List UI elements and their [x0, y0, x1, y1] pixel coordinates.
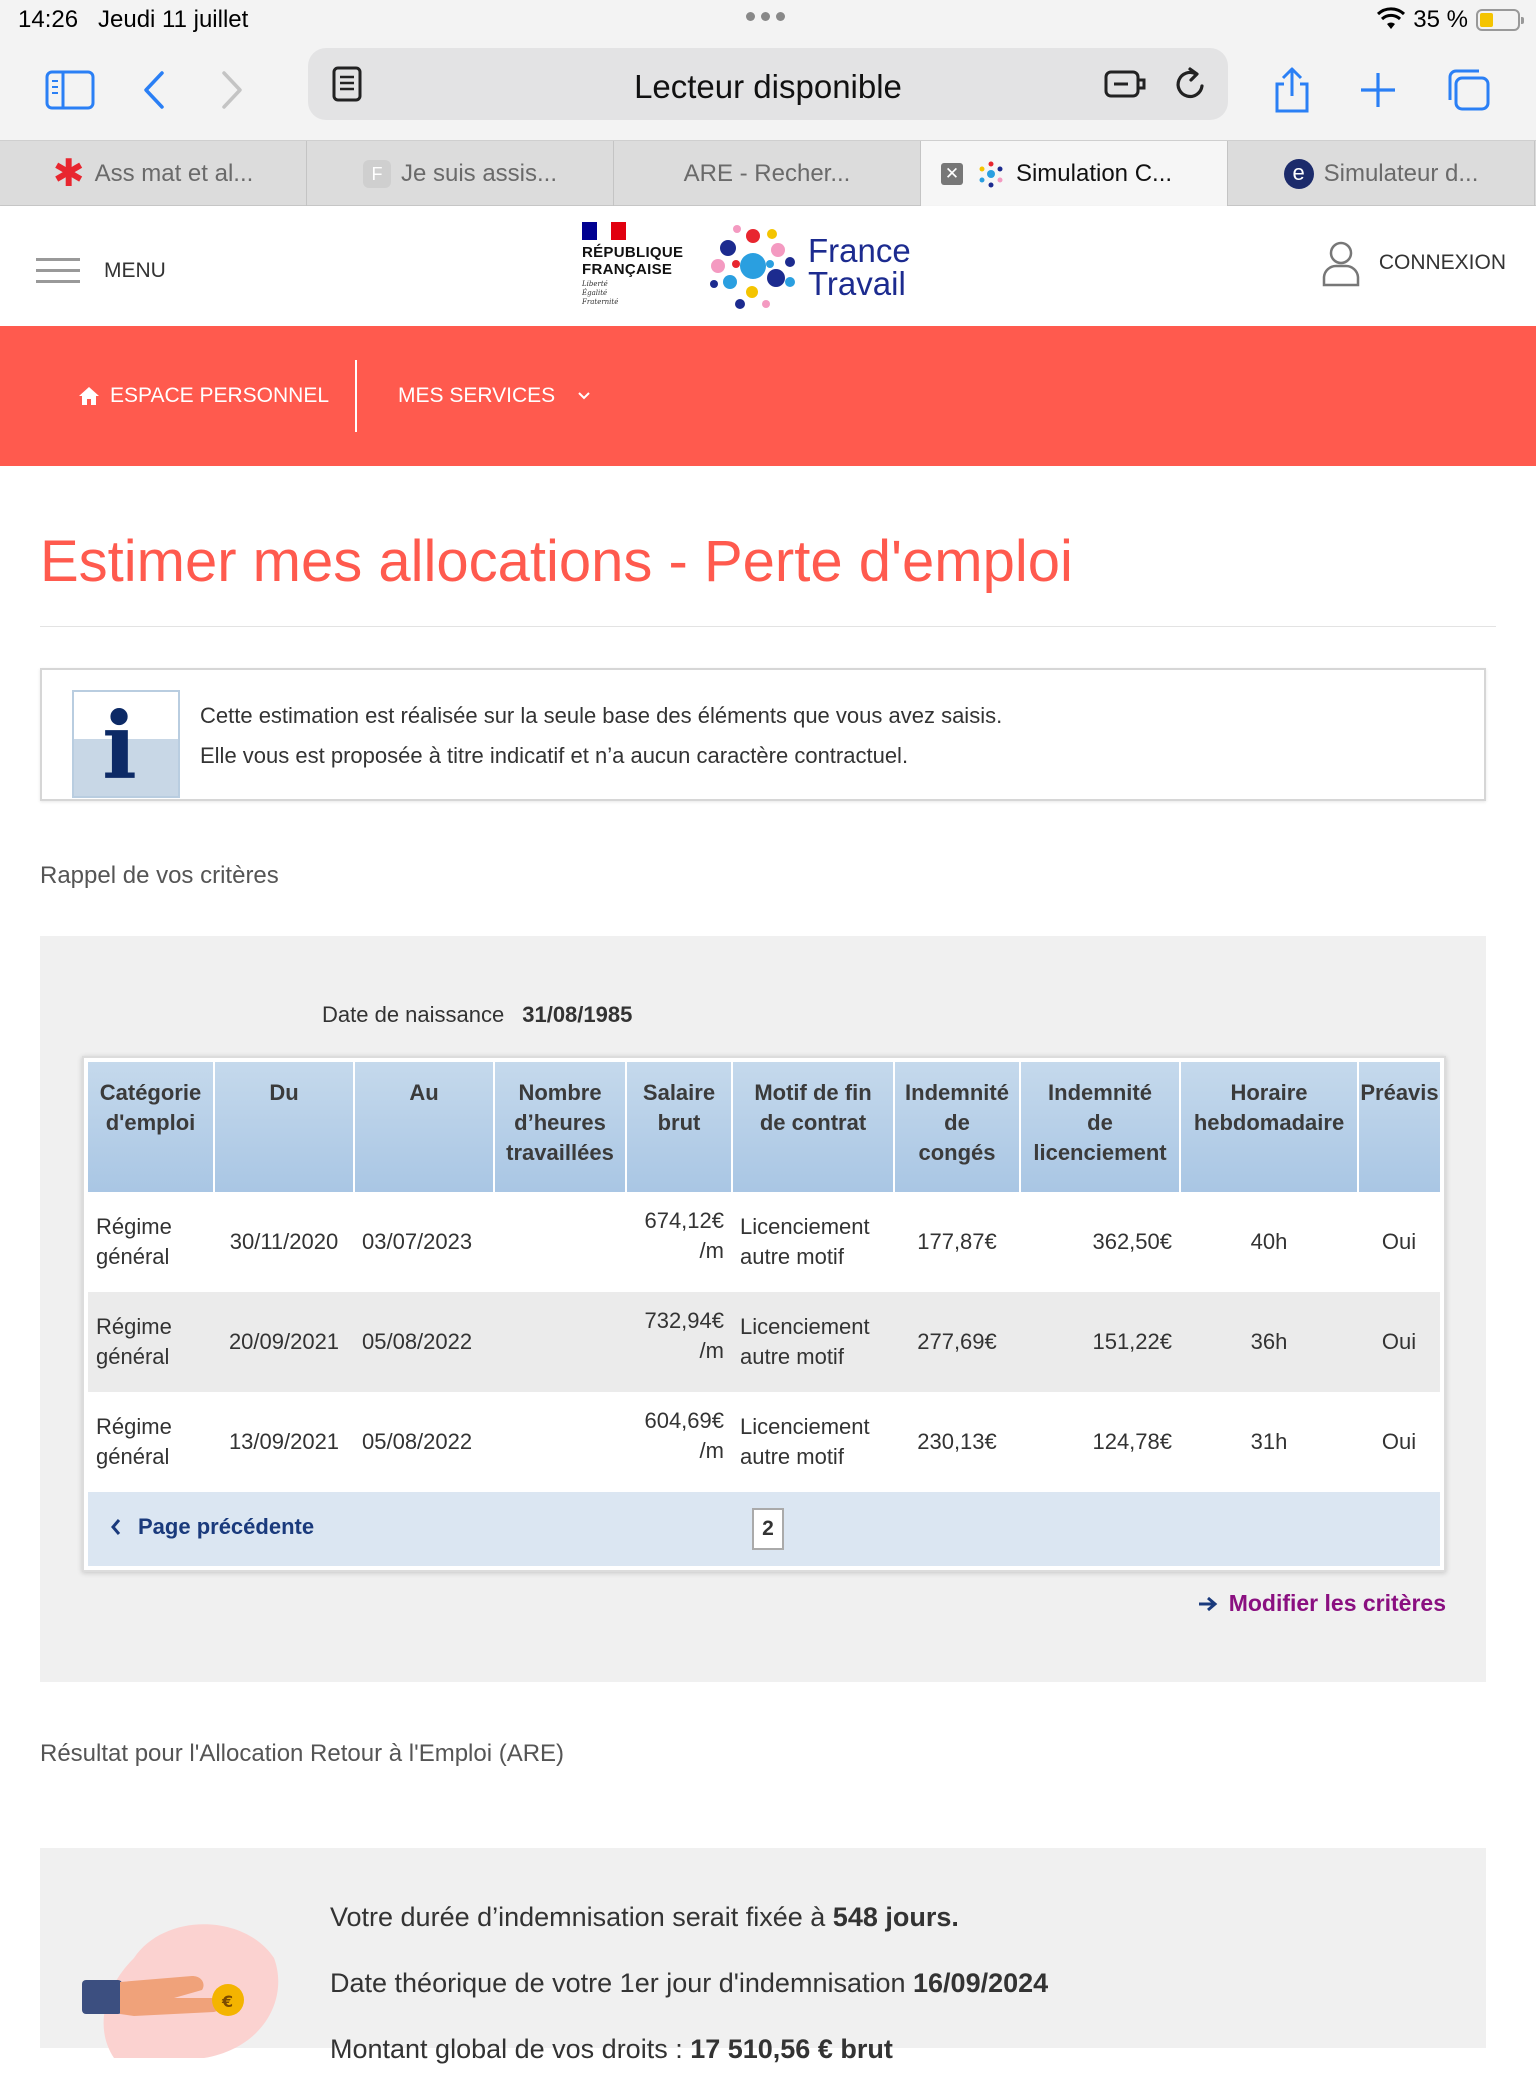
- info-line2: Elle vous est proposée à titre indicatif et n’a aucun caractère contractuel.: [200, 743, 909, 768]
- republique-francaise-logo[interactable]: [582, 222, 692, 312]
- info-line1: Cette estimation est réalisée sur la seule base des éléments que vous avez saisis.: [200, 703, 1003, 728]
- espace-personnel-link[interactable]: [78, 384, 329, 408]
- battery-percent: 35 %: [1413, 6, 1468, 33]
- cell-salary: 732,94€ /m: [626, 1292, 732, 1392]
- col-from: Du: [214, 1062, 354, 1192]
- hand-coin-icon: [74, 1918, 284, 2058]
- cell-hours: [494, 1292, 626, 1392]
- result-total-amount: Montant global de vos droits : 17 510,56 € brut: [330, 2034, 893, 2064]
- tab-simulation[interactable]: [921, 141, 1228, 206]
- nav-divider: [355, 360, 357, 432]
- plus-icon: [1359, 71, 1397, 109]
- criteria-table: [82, 1056, 1446, 1572]
- page-number-button[interactable]: 2: [752, 1508, 784, 1550]
- tab-je-suis[interactable]: [307, 141, 614, 206]
- tab-overview-button[interactable]: [1438, 62, 1498, 118]
- cell-leave: 230,13€: [917, 1429, 997, 1454]
- tabs-icon: [1445, 68, 1491, 112]
- dob-value: 31/08/1985: [522, 1002, 633, 1027]
- brand-line1: France: [808, 232, 911, 269]
- user-icon: [1321, 240, 1361, 286]
- status-date: Jeudi 11 juillet: [98, 6, 249, 33]
- col-leave: Indemnité de congés: [894, 1062, 1020, 1192]
- forward-button[interactable]: [202, 62, 262, 118]
- rf-motto2: Égalité: [582, 289, 608, 297]
- status-time: 14:26: [18, 6, 79, 33]
- tab-label: Je suis assis...: [400, 159, 558, 187]
- result-start-date: Date théorique de votre 1er jour d'indemnisation 16/09/2024: [330, 1968, 1049, 1998]
- cell-salary: 604,69€ /m: [644, 1408, 724, 1463]
- cell-reason: Licenciement autre motif: [732, 1292, 894, 1392]
- pagination-bar: [88, 1492, 1440, 1566]
- new-tab-button[interactable]: [1348, 62, 1408, 118]
- cell-hours: [494, 1192, 626, 1292]
- info-icon: i: [72, 690, 180, 798]
- svg-text:€: €: [222, 1992, 234, 2011]
- col-to: Au: [354, 1062, 494, 1192]
- table-header-row: [88, 1062, 1440, 1192]
- status-bar: [0, 0, 1536, 40]
- multitasking-dots[interactable]: [746, 12, 785, 21]
- sidebar-icon: [45, 70, 95, 110]
- chevron-left-icon: [142, 70, 166, 110]
- hamburger-icon: [36, 250, 80, 291]
- chevron-right-icon: [220, 70, 244, 110]
- table-row: [88, 1192, 1440, 1292]
- site-header: [0, 206, 1536, 326]
- tab-bar: [0, 140, 1536, 206]
- page-title: Estimer mes allocations - Perte d'emploi: [40, 529, 1073, 594]
- cell-severance: 151,22€: [1020, 1292, 1180, 1392]
- col-hours: Nombre d’heures travaillées: [494, 1062, 626, 1192]
- address-title: Lecteur disponible: [634, 68, 902, 105]
- services-label: MES SERVICES: [398, 384, 556, 407]
- cell-severance: 124,78€: [1092, 1429, 1172, 1454]
- info-notice: [40, 668, 1486, 801]
- cell-category: Régime général: [88, 1292, 214, 1392]
- col-notice: Préavis: [1358, 1062, 1440, 1192]
- battery-icon: [1476, 9, 1520, 31]
- tab-label: ARE - Recher...: [683, 159, 851, 187]
- table-row: [88, 1292, 1440, 1392]
- france-travail-logo-icon[interactable]: [706, 220, 796, 314]
- sidebar-toggle-button[interactable]: [40, 62, 100, 118]
- tab-simulateur[interactable]: [1228, 141, 1535, 206]
- rf-motto3: Fraternité: [582, 298, 619, 306]
- asterisk-icon: ✱: [52, 152, 85, 195]
- tab-label: Simulateur d...: [1323, 159, 1479, 187]
- cell-notice: Oui: [1381, 1229, 1417, 1254]
- rf-line2: FRANÇAISE: [582, 261, 673, 278]
- cell-weekly: 36h: [1180, 1292, 1358, 1392]
- result-heading: Résultat pour l'Allocation Retour à l'Emploi (ARE): [40, 1740, 565, 1767]
- col-salary: Salaire brut: [626, 1062, 732, 1192]
- col-severance: Indemnité de licenciement: [1020, 1062, 1180, 1192]
- rf-line1: RÉPUBLIQUE: [582, 244, 684, 261]
- col-weekly: Horaire hebdomadaire: [1180, 1062, 1358, 1192]
- col-category: Catégorie d'emploi: [88, 1062, 214, 1192]
- login-button[interactable]: [1321, 240, 1506, 286]
- cell-hours: [494, 1392, 626, 1492]
- menu-label: MENU: [104, 258, 166, 282]
- dob-label: Date de naissance: [322, 1002, 505, 1027]
- criteria-panel: [40, 936, 1486, 1682]
- main-nav: [0, 326, 1536, 466]
- login-label: CONNEXION: [1378, 251, 1506, 274]
- cell-weekly: 40h: [1250, 1229, 1288, 1254]
- extension-icon[interactable]: [1104, 68, 1148, 100]
- share-button[interactable]: [1262, 62, 1322, 118]
- home-icon: [78, 385, 100, 407]
- table-row: [88, 1392, 1440, 1492]
- cell-to: 05/08/2022: [354, 1292, 494, 1392]
- cell-notice: Oui: [1381, 1429, 1417, 1454]
- close-tab-icon[interactable]: ✕: [941, 163, 963, 185]
- cell-category: Régime général: [96, 1414, 172, 1469]
- modify-criteria-label: Modifier les critères: [1228, 1590, 1446, 1616]
- home-label: ESPACE PERSONNEL: [110, 384, 330, 407]
- reload-icon[interactable]: [1174, 66, 1208, 102]
- cell-category: Régime général: [96, 1214, 172, 1269]
- title-divider: [40, 626, 1496, 627]
- tab-are[interactable]: [614, 141, 921, 206]
- arrow-right-icon: [1197, 1595, 1219, 1613]
- french-flag-icon: [582, 222, 626, 240]
- cell-to: 03/07/2023: [362, 1229, 473, 1254]
- back-button[interactable]: [124, 62, 184, 118]
- modify-criteria-link[interactable]: [1197, 1590, 1446, 1617]
- cell-reason: Licenciement autre motif: [740, 1214, 870, 1269]
- share-icon: [1272, 66, 1312, 114]
- tab-ass-mat[interactable]: [0, 141, 307, 206]
- cell-weekly: 31h: [1250, 1429, 1288, 1454]
- cell-notice: Oui: [1358, 1292, 1440, 1392]
- france-travail-favicon-icon: [976, 159, 1006, 189]
- rf-motto1: Liberté: [582, 280, 608, 288]
- cell-to: 05/08/2022: [362, 1429, 473, 1454]
- criteria-heading: Rappel de vos critères: [40, 862, 279, 889]
- menu-button[interactable]: [36, 250, 166, 291]
- cell-reason: Licenciement autre motif: [740, 1414, 870, 1469]
- cell-from: 13/09/2021: [228, 1429, 340, 1454]
- cell-from: 30/11/2020: [229, 1229, 339, 1254]
- cell-leave: 177,87€: [917, 1229, 997, 1254]
- date-of-birth: [322, 1002, 632, 1028]
- cell-severance: 362,50€: [1092, 1229, 1172, 1254]
- cell-leave: 277,69€: [894, 1292, 1020, 1392]
- mes-services-dropdown[interactable]: [398, 384, 591, 408]
- cell-salary: 674,12€ /m: [644, 1208, 724, 1263]
- tab-label: Ass mat et al...: [94, 159, 254, 187]
- result-panel: [40, 1848, 1486, 2064]
- tab-label: Simulation C...: [1015, 159, 1173, 187]
- chevron-down-icon: [577, 391, 591, 401]
- previous-page-label: Page précédente: [138, 1514, 315, 1539]
- brand-line2: Travail: [808, 265, 906, 302]
- cell-from: 20/09/2021: [214, 1292, 354, 1392]
- f-favicon-icon: F: [363, 160, 391, 188]
- chevron-left-icon: [110, 1518, 122, 1536]
- france-travail-wordmark[interactable]: [808, 234, 911, 300]
- address-bar[interactable]: [308, 48, 1228, 120]
- browser-toolbar: [0, 40, 1536, 140]
- result-duration: Votre durée d’indemnisation serait fixée à 548 jours.: [330, 1902, 959, 1932]
- previous-page-link[interactable]: [110, 1514, 314, 1540]
- e-favicon-icon: e: [1284, 159, 1314, 189]
- wifi-icon: [1377, 9, 1405, 31]
- col-reason: Motif de fin de contrat: [732, 1062, 894, 1192]
